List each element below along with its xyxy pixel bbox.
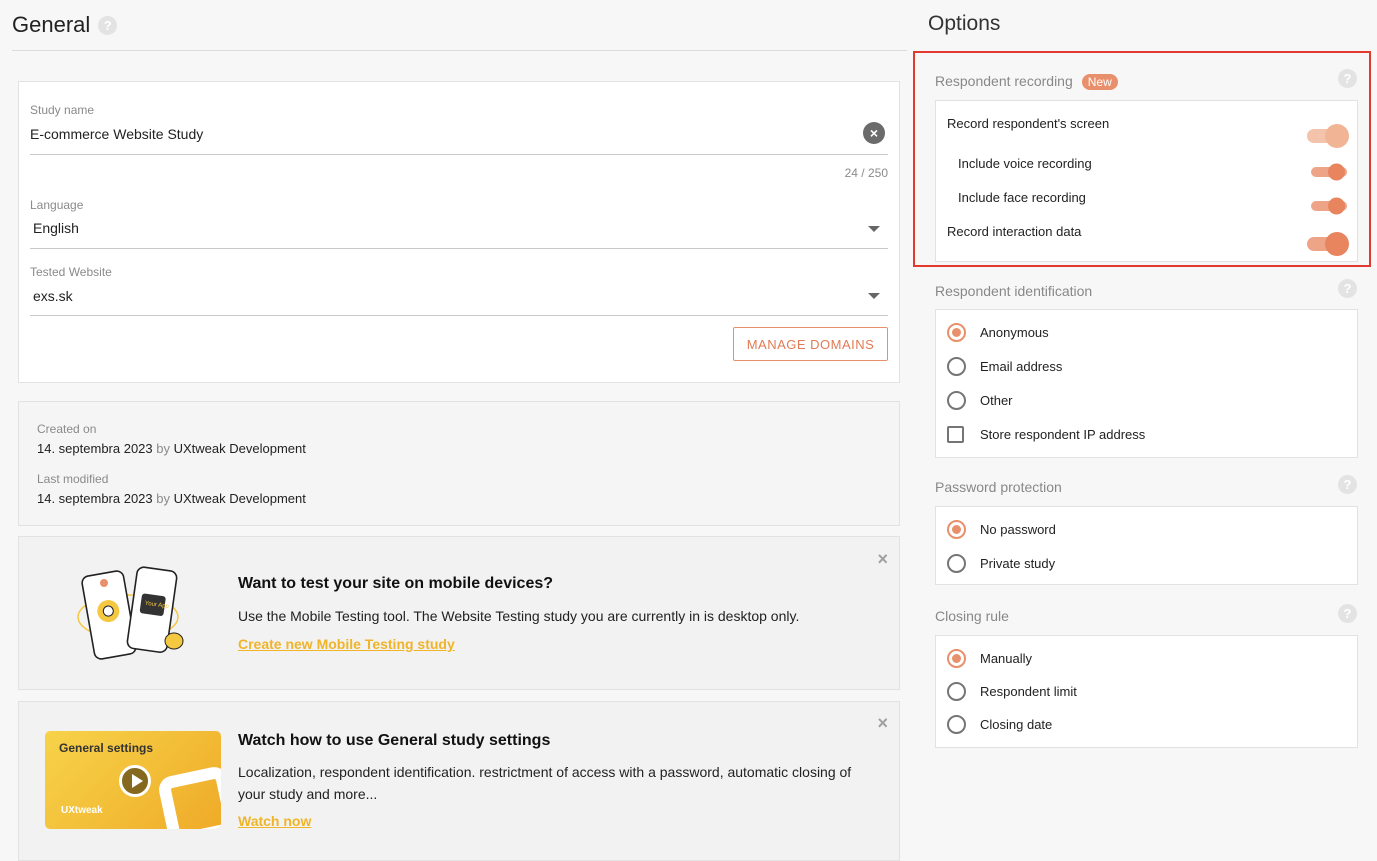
language-label: Language: [30, 198, 84, 212]
radio-label: Manually: [980, 651, 1033, 666]
radio-closing-date[interactable]: [947, 715, 1052, 734]
store-ip-checkbox[interactable]: [947, 426, 964, 443]
mobile-promo-card: [18, 536, 900, 690]
study-name-label: Study name: [30, 103, 95, 117]
interaction-data-label: Record interaction data: [947, 224, 1082, 239]
radio-button[interactable]: [947, 357, 966, 376]
radio-label: Respondent limit: [980, 684, 1077, 699]
video-promo-text: Localization, respondent identification. restrictment of access with a password, automatic closing of your study and more...: [238, 764, 852, 802]
close-icon[interactable]: ×: [877, 713, 888, 733]
store-ip-checkbox-row[interactable]: [947, 426, 1145, 443]
modified-label: Last modified: [37, 472, 109, 486]
study-form-card: [18, 81, 900, 383]
radio-respondent-limit[interactable]: [947, 682, 1077, 701]
radio-label: Email address: [980, 359, 1063, 374]
help-icon[interactable]: ?: [98, 16, 117, 35]
radio-other[interactable]: [947, 391, 1013, 410]
created-label: Created on: [37, 422, 97, 436]
identification-title: Respondent identification: [935, 283, 1093, 299]
options-title: Options: [928, 12, 1001, 35]
tested-website-select[interactable]: exs.sk: [33, 288, 73, 304]
radio-label: Closing date: [980, 717, 1053, 732]
chevron-down-icon[interactable]: [868, 226, 880, 232]
identification-panel: [935, 309, 1358, 458]
new-badge: New: [1082, 74, 1118, 90]
face-recording-label: Include face recording: [958, 190, 1086, 205]
by-label: by: [156, 441, 170, 456]
password-title: Password protection: [935, 479, 1062, 495]
modified-author: UXtweak Development: [173, 491, 306, 506]
general-section: [12, 0, 907, 829]
radio-button[interactable]: [947, 715, 966, 734]
created-author: UXtweak Development: [173, 441, 306, 456]
phone-app-label: Your App: [144, 600, 170, 610]
radio-label: Private study: [980, 556, 1056, 571]
clear-icon[interactable]: ×: [863, 122, 885, 144]
password-panel: [935, 506, 1358, 585]
help-icon[interactable]: ?: [1338, 279, 1357, 298]
closing-panel: [935, 635, 1358, 748]
study-name-underline: [30, 154, 888, 155]
help-icon[interactable]: ?: [1338, 604, 1357, 623]
general-header: [12, 0, 907, 51]
radio-label: Anonymous: [980, 325, 1049, 340]
tested-website-label: Tested Website: [30, 265, 112, 279]
modified-date: 14. septembra 2023: [37, 491, 153, 506]
create-mobile-study-link[interactable]: Create new Mobile Testing study: [238, 636, 455, 652]
closing-title: Closing rule: [935, 608, 1009, 624]
close-icon[interactable]: ×: [877, 549, 888, 569]
modified-value: [37, 491, 306, 506]
radio-button-selected[interactable]: [947, 649, 966, 668]
record-screen-label: Record respondent's screen: [947, 116, 1110, 131]
radio-button[interactable]: [947, 391, 966, 410]
radio-button[interactable]: [947, 554, 966, 573]
radio-no-password[interactable]: [947, 520, 1056, 539]
help-icon[interactable]: ?: [1338, 69, 1357, 88]
radio-button-selected[interactable]: [947, 520, 966, 539]
mobile-promo-text: Use the Mobile Testing tool. The Website Testing study you are currently in is desktop only.: [238, 608, 800, 624]
play-icon[interactable]: [119, 765, 151, 797]
study-name-input[interactable]: E-commerce Website Study: [30, 126, 204, 142]
created-value: [37, 441, 306, 456]
mobile-phones-illustration: [74, 565, 194, 661]
language-underline: [30, 248, 888, 249]
video-promo-card: [18, 701, 900, 861]
radio-label: No password: [980, 522, 1056, 537]
mobile-promo-title: Want to test your site on mobile devices?: [238, 575, 554, 592]
highlight-annotation: [913, 51, 1371, 267]
watch-now-link[interactable]: Watch now: [238, 813, 312, 829]
created-date: 14. septembra 2023: [37, 441, 153, 456]
radio-button[interactable]: [947, 682, 966, 701]
arrow-graphic: [156, 764, 221, 829]
thumbnail-title: General settings: [59, 741, 154, 755]
radio-email[interactable]: [947, 357, 1062, 376]
checkbox-label: Store respondent IP address: [980, 427, 1146, 442]
video-thumbnail[interactable]: [45, 731, 221, 829]
video-promo-title: Watch how to use General study settings: [238, 732, 551, 749]
tested-website-underline: [30, 315, 888, 316]
radio-manually[interactable]: [947, 649, 1032, 668]
radio-button-selected[interactable]: [947, 323, 966, 342]
by-label: by: [156, 491, 170, 506]
recording-title-text: Respondent recording: [935, 73, 1073, 89]
character-counter: 24 / 250: [844, 166, 888, 180]
meta-card: [18, 401, 900, 526]
thumbnail-brand: UXtweak: [61, 805, 103, 816]
help-icon[interactable]: ?: [1338, 475, 1357, 494]
radio-private-study[interactable]: [947, 554, 1055, 573]
voice-recording-label: Include voice recording: [958, 156, 1092, 171]
chevron-down-icon[interactable]: [868, 293, 880, 299]
language-select[interactable]: English: [33, 220, 79, 236]
page-title: General: [12, 12, 91, 37]
manage-domains-button[interactable]: MANAGE DOMAINS: [733, 327, 888, 361]
radio-label: Other: [980, 393, 1013, 408]
radio-anonymous[interactable]: [947, 323, 1049, 342]
